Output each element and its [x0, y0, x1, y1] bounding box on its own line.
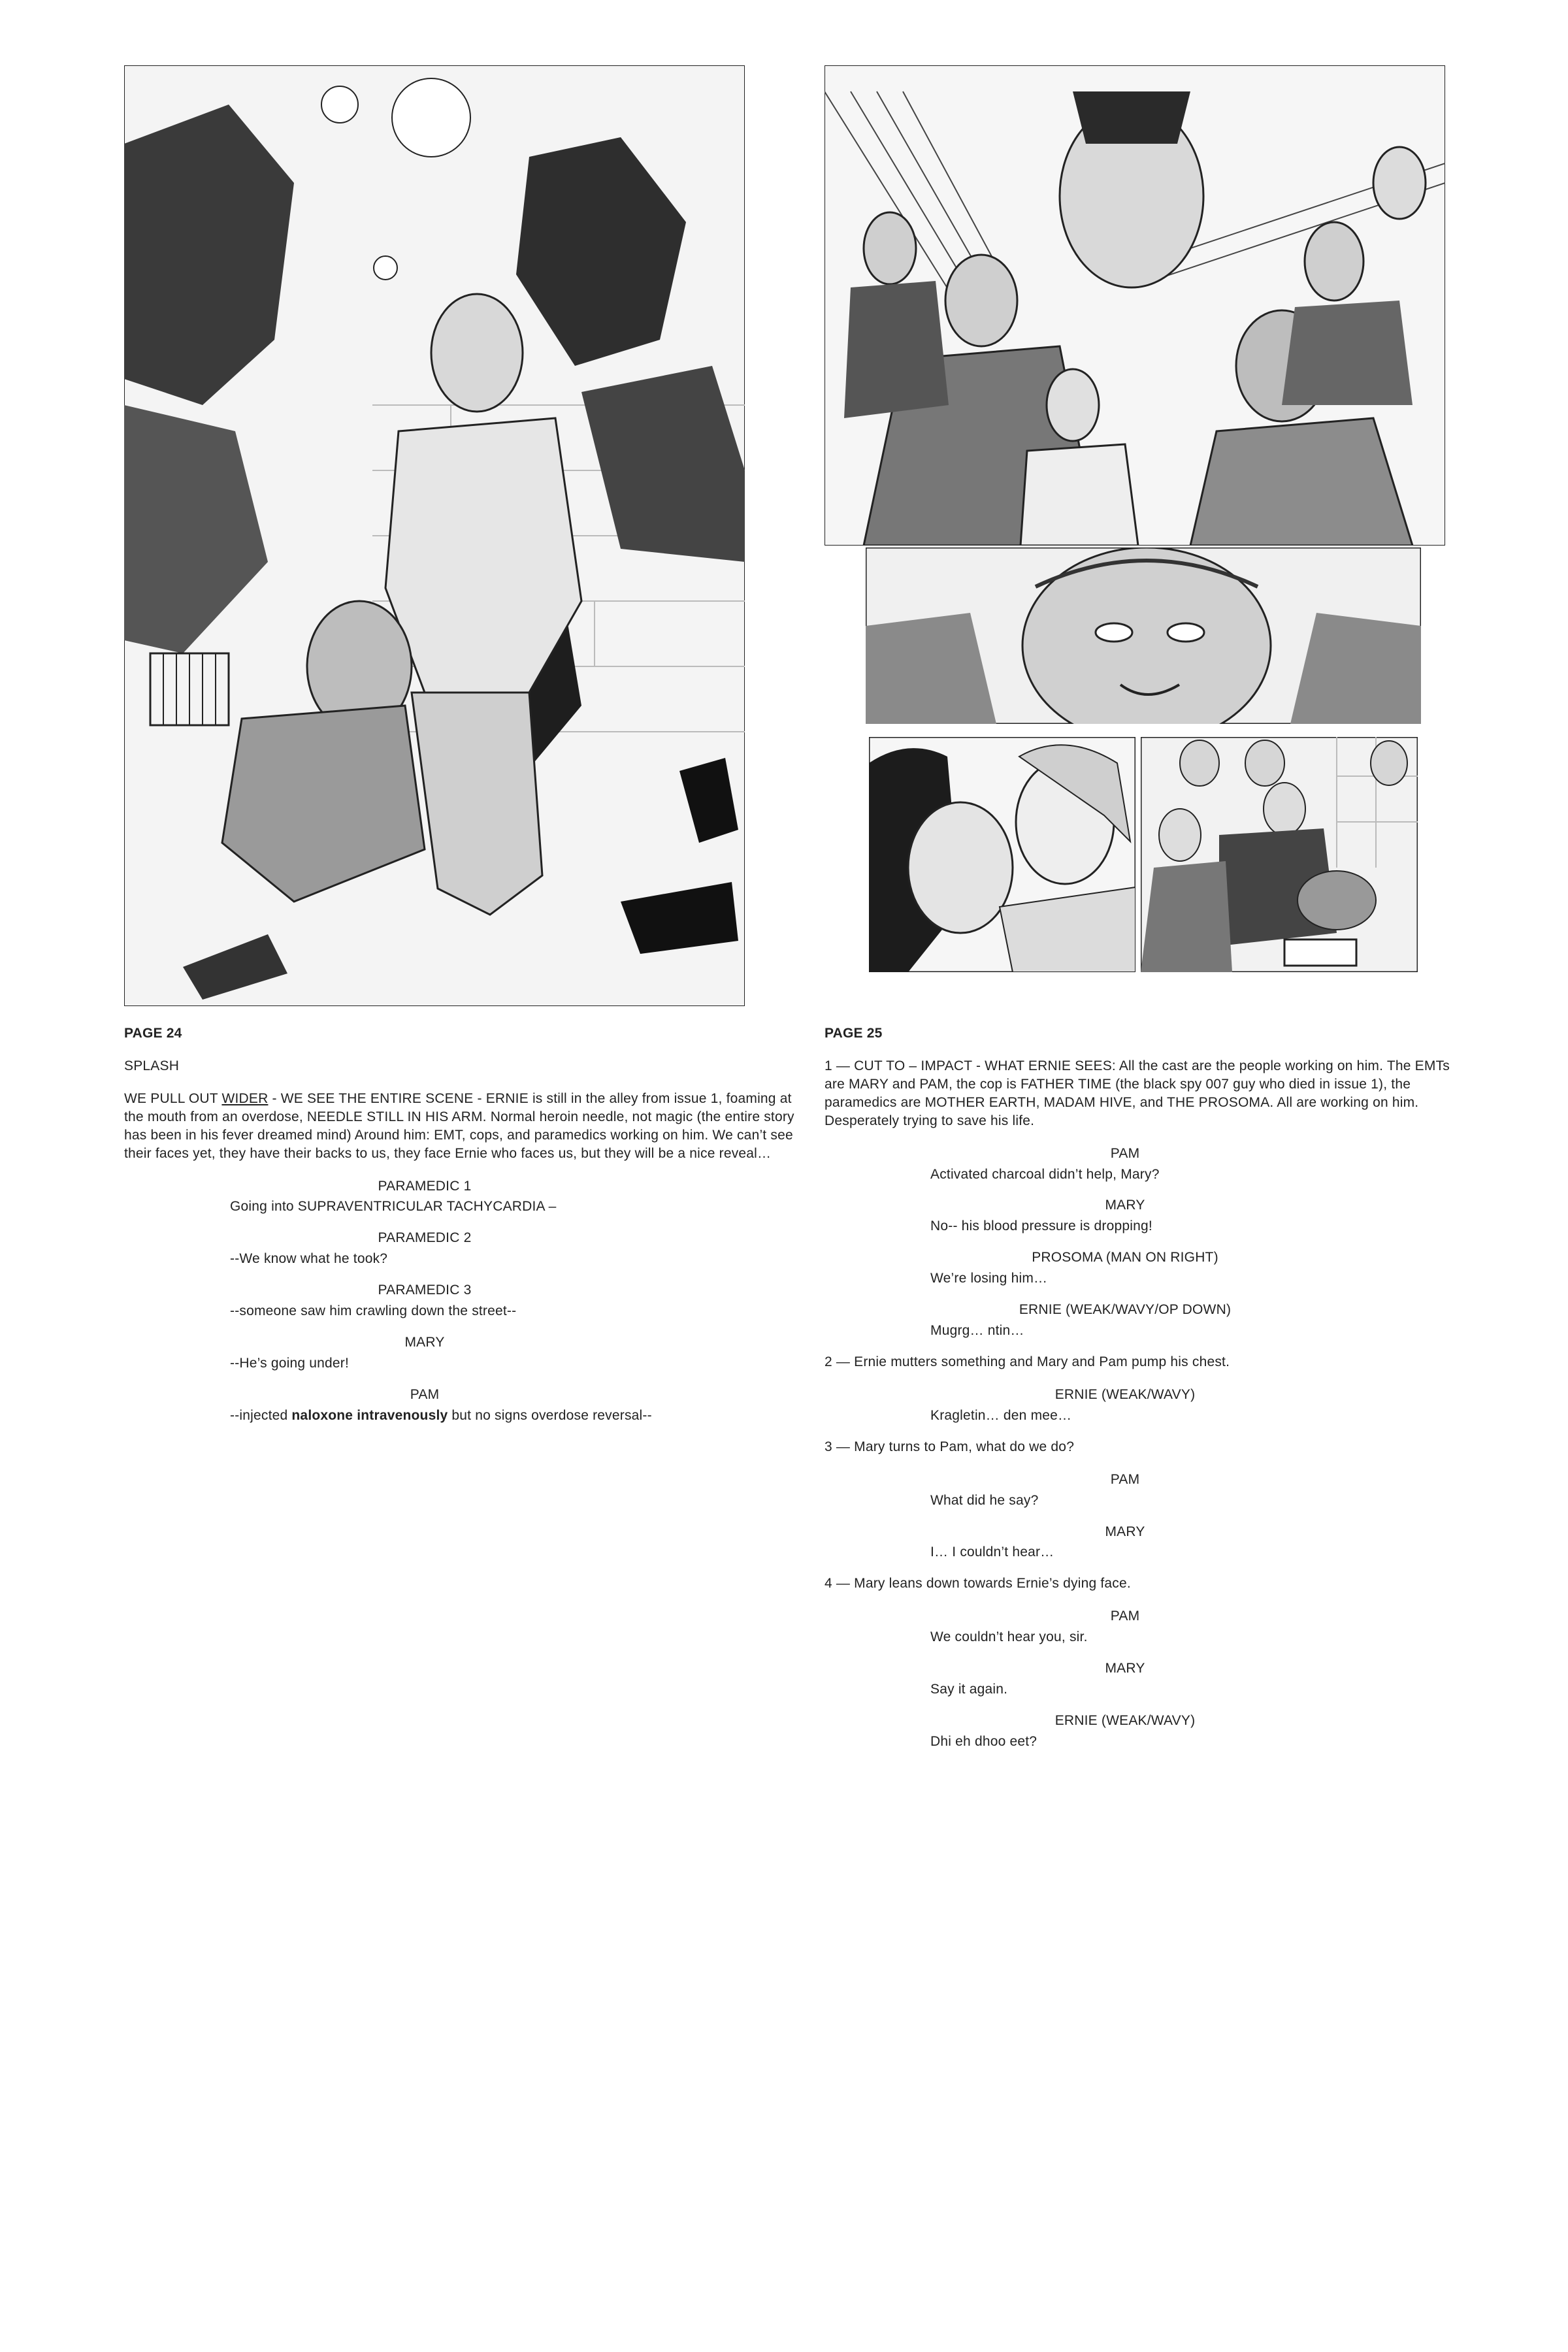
page25-panel1-artwork [825, 65, 1445, 546]
page25-panel4-artwork [1141, 737, 1418, 972]
dialogue-line: No-- his blood pressure is dropping! [930, 1218, 1152, 1234]
page25-script [825, 1024, 1465, 1764]
page24-splash-artwork [124, 65, 745, 1006]
dialogue-speaker: PAM [1110, 1145, 1140, 1161]
dialogue-line: Dhi eh dhoo eet? [930, 1733, 1037, 1749]
page24-panel-type: SPLASH [124, 1058, 180, 1073]
page25-label: PAGE 25 [825, 1026, 883, 1041]
dialogue-line [230, 1407, 804, 1425]
page24-script [124, 1024, 804, 1438]
page24-label: PAGE 24 [124, 1026, 182, 1041]
dialogue-speaker: PAM [1110, 1609, 1140, 1624]
dialogue-speaker: ERNIE (WEAK/WAVY) [1054, 1386, 1196, 1402]
dialogue-line: Say it again. [930, 1682, 1008, 1697]
line-post: but no signs overdose reversal-- [448, 1407, 652, 1423]
dialogue-line: --He’s going under! [230, 1355, 350, 1371]
dialogue-speaker: MARY [404, 1335, 445, 1350]
dialogue-line: We’re losing him… [930, 1271, 1048, 1286]
dialogue-line: --We know what he took? [230, 1251, 388, 1267]
description-part1: WE PULL OUT [124, 1090, 222, 1106]
line-pre: --injected [230, 1407, 292, 1423]
dialogue-speaker: ERNIE (WEAK/WAVY/OP DOWN) [1019, 1302, 1232, 1318]
dialogue-line: I… I couldn’t hear… [930, 1544, 1054, 1560]
dialogue-line: --someone saw him crawling down the street-- [230, 1303, 517, 1319]
dialogue-speaker: MARY [1105, 1198, 1145, 1213]
page25-panel1-description: 1 — CUT TO – IMPACT - WHAT ERNIE SEES: All the cast are the people working on him. The EMTs are MARY and PAM, the cop is FATHER TIME (the black spy 007 guy who died in issue 1), the paramedics are MOTHER EARTH, MADAM HIVE, and THE PROSOMA. All are working on him. Desperately trying to save his life. [825, 1058, 1450, 1128]
page25-panel2-artwork [866, 547, 1421, 724]
page24-description [124, 1090, 804, 1163]
dialogue-speaker: PARAMEDIC 2 [378, 1230, 472, 1246]
dialogue-speaker: PARAMEDIC 3 [378, 1282, 472, 1298]
dialogue-line: Going into SUPRAVENTRICULAR TACHYCARDIA – [230, 1199, 557, 1215]
dialogue-line: We couldn’t hear you, sir. [930, 1629, 1088, 1645]
description-underlined: WIDER [221, 1090, 269, 1106]
dialogue-speaker: PAM [1110, 1471, 1140, 1487]
page25-panel2-description: 2 — Ernie mutters something and Mary and Pam pump his chest. [825, 1354, 1230, 1369]
dialogue-speaker: PAM [410, 1386, 440, 1402]
page25-panel3-description: 3 — Mary turns to Pam, what do we do? [825, 1439, 1075, 1454]
dialogue-speaker: ERNIE (WEAK/WAVY) [1054, 1712, 1196, 1728]
dialogue-line: Kragletin… den mee… [930, 1407, 1072, 1423]
line-bold: naloxone intravenously [291, 1407, 448, 1423]
dialogue-line: Activated charcoal didn’t help, Mary? [930, 1166, 1160, 1182]
page25-panel4-description: 4 — Mary leans down towards Ernie’s dying face. [825, 1576, 1131, 1592]
description-part2: - WE SEE THE ENTIRE SCENE - ERNIE is still in the alley from issue 1, foaming at the mouth from an overdose, NEEDLE STILL IN HIS ARM. Normal heroin needle, not magic (the entire story has been in his fever dreamed mind) Around him: EMT, cops, and paramedics working on him. We can’t see their faces yet, they have their backs to us, they face Ernie who faces us, but they will be a nice reveal… [124, 1090, 794, 1161]
page25-panel3-artwork [869, 737, 1135, 972]
dialogue-speaker: MARY [1105, 1524, 1145, 1539]
dialogue-speaker: PARAMEDIC 1 [378, 1178, 472, 1194]
dialogue-line: Mugrg… ntin… [930, 1323, 1024, 1339]
dialogue-speaker: MARY [1105, 1661, 1145, 1676]
dialogue-line: What did he say? [930, 1492, 1039, 1508]
dialogue-speaker: PROSOMA (MAN ON RIGHT) [1032, 1250, 1218, 1266]
